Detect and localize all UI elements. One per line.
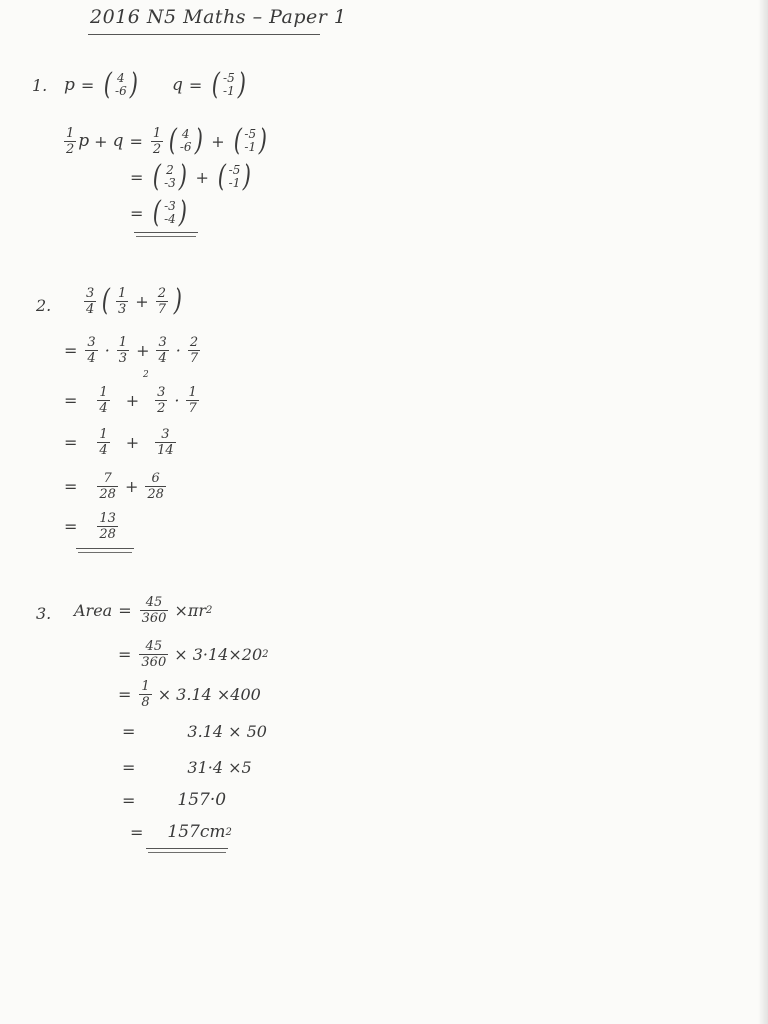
q1-vector-a: ( 4 -6 )	[168, 123, 203, 158]
q1-lhs-half: $\frac{1}{2}$	[66, 125, 75, 157]
q1-number: 1.	[32, 76, 48, 95]
q1-given-p: p = ( 4 -6 )	[64, 67, 138, 102]
q1-p-label: p	[64, 75, 75, 95]
q1-answer-underline-2	[136, 236, 196, 237]
q1-q-vector: ( -5 -1 )	[212, 67, 246, 102]
q1-step2-vector-a: ( 2 -3 )	[153, 159, 187, 194]
q2-answer-underline	[76, 548, 134, 549]
q3-number: 3.	[36, 604, 52, 623]
q3-answer-underline-2	[148, 852, 226, 853]
page-title: 2016 N5 Maths – Paper 1	[90, 6, 347, 28]
q2-step-3: = $\frac{1}{4}$ + $\frac{3}{14}$	[64, 427, 174, 458]
q3-step-4: = 31·4 ×5	[122, 758, 252, 777]
q2-step-2: = $\frac{1}{4}$ + $\frac{3}{2}$ · $\frac{1}{7}$	[64, 385, 197, 416]
title-underline	[88, 34, 320, 35]
q3-answer-underline	[146, 848, 228, 849]
q1-answer-vector: ( -3 -4 )	[153, 195, 187, 230]
q2-step-4: = $\frac{7}{28}$ + $\frac{6}{28}$	[64, 471, 164, 502]
q1-half: $\frac{1}{2}$	[152, 125, 162, 157]
q1-given-q: q = ( -5 -1 )	[172, 67, 246, 102]
q1-step-2: = ( 2 -3 ) + ( -5 -1 )	[130, 159, 252, 194]
q1-q-label: q	[172, 75, 183, 95]
q1-step2-vector-b: ( -5 -1 )	[217, 159, 252, 194]
q3-answer: = 157cm 2	[130, 822, 232, 842]
q2-number: 2.	[36, 296, 52, 315]
q3-area-label: Area	[74, 601, 113, 620]
q3-step-1: = $\frac{45}{360}$ × 3·14×20 2	[118, 639, 269, 670]
q1-answer: = ( -3 -4 )	[130, 195, 187, 230]
q1-answer-underline	[134, 232, 198, 233]
page-edge-shadow	[758, 0, 768, 1024]
q2-answer-underline-2	[78, 552, 132, 553]
q2-cancel-note: 2	[143, 370, 149, 380]
q3-formula: Area = $\frac{45}{360}$ ×πr 2	[74, 595, 213, 626]
q3-step-5: = 157·0	[122, 790, 227, 810]
q3-step-3: = 3.14 × 50	[122, 722, 267, 741]
q2-answer: = $\frac{13}{28}$	[64, 511, 116, 542]
q1-step-1: $\frac{1}{2}$ p + q = $\frac{1}{2}$ ( 4 -6 ) + ( -5 -1 )	[66, 123, 268, 158]
q1-p-vector: ( 4 -6 )	[104, 67, 138, 102]
q2-step-1: = $\frac{3}{4}$ · $\frac{1}{3}$ + $\frac{3}{4}$ · $\frac{2}{7}$	[64, 335, 199, 366]
q2-expression: $\frac{3}{4}$ ( $\frac{1}{3}$ + $\frac{2}{7}$ )	[86, 283, 182, 318]
q1-vector-b: ( -5 -1 )	[233, 123, 268, 158]
q3-step-2: = $\frac{1}{8}$ × 3.14 ×400	[118, 679, 261, 710]
